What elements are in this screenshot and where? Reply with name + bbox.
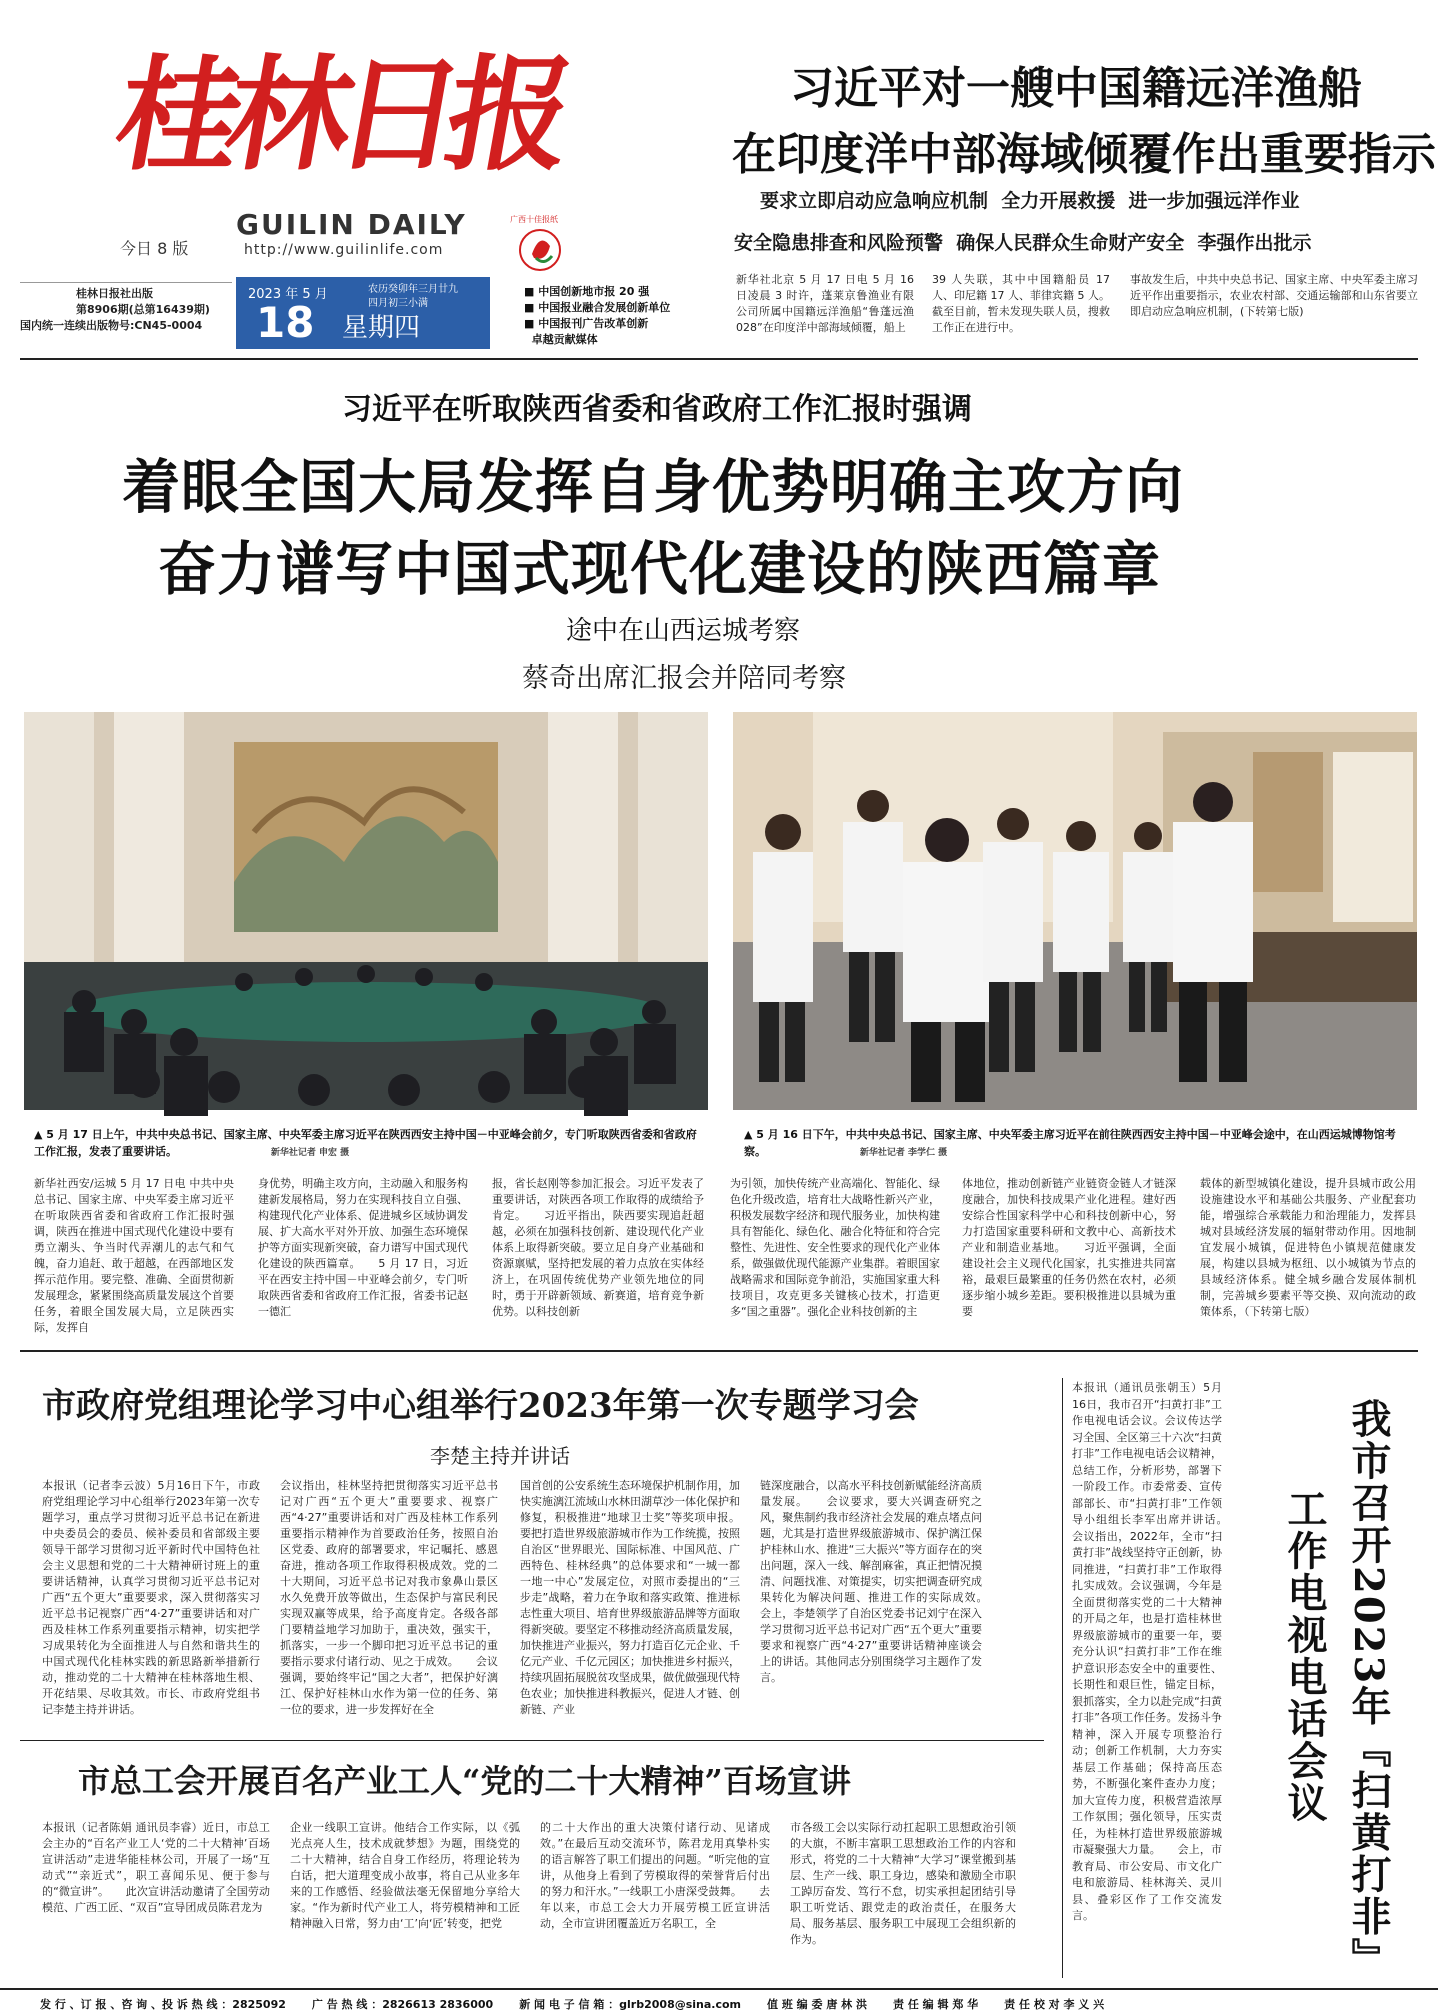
photo-credit: 新华社记者 李学仁 摄 xyxy=(859,1148,948,1158)
photo-meeting-image xyxy=(24,712,708,1110)
story3-col-3: 的二十大作出的重大决策付诸行动、见诸成效。”在最后互动交流环节，陈君龙用真挚朴实的语言解答了职工们提出的问题。“听完他的宣讲，从他身上看到了劳模取得的荣誉背后付出的努力和汗水。”一线职工小唐深受鼓舞。 去年以来，市总工会大力开展劳模工匠宣讲活动，全市宣讲团覆盖近万名职工，全 xyxy=(540,1821,770,1930)
story2-col-1: 本报讯（记者李云波）5月16日下午，市政府党组理论学习中心组举行2023年第一次专题学习，重点学习贯彻习近平总书记在新进中央委员会的委员、候补委员和省部级主要领导干部学习贯彻习近平新时代中国特色社会主义思想和党的二十大精神研讨班上的重要讲话精神，认真学习贯彻习近平总书记对广西“五个更大”重要要求，深入贯彻落实习近平总书记视察广西“4·27”重要讲话和对广西及桂林工作系列重要指示精神，切实把学习成果转化为全面推进人与自然和谐共生的中国式现代化桂林实践的新思路新举措新行动，推动党的二十大精神在桂林落地生根、开花结果、尽收其效。市长、市政府党组书记李楚主持并讲话。 xyxy=(42,1479,260,1716)
top-story-col-1: 新华社北京 5 月 17 日电 5 月 16 日凌晨 3 时许，蓬莱京鲁渔业有限公司所属中国籍远洋渔船“鲁蓬远渔 028”在印度洋中部海域倾覆，船上 xyxy=(736,273,914,334)
footer-ad: 广 告 热 线 ：2826613 2836000 xyxy=(311,1998,494,2011)
top-story-sub-2: 安全隐患排查和风险预警 确保人民群众生命财产安全 李强作出批示 xyxy=(734,232,1312,254)
divider xyxy=(20,282,232,283)
footer-editor-3: 责 任 校 对 李 义 兴 xyxy=(1004,1998,1105,2011)
story2-col-4: 链深度融合，以高水平科技创新赋能经济高质量发展。 会议要求，要大兴调查研究之风，聚焦制约我市经济社会发展的难点堵点问题，尤其是打造世界级旅游城市、保护漓江保护桂林山水、推进“三大振兴”等方面存在的突出问题，深入一线、解剖麻雀，真正把情况摸清、问题找准、对策提实，切实把调查研究成果转化为解决问题、推进工作的实际成效。 会上，李楚领学了自治区党委书记刘宁在深入学习贯彻习近平总书记对广西“五个更大”重要要求和视察广西“4·27”重要讲话精神座谈会上的讲话。其他同志分别围绕学习主题作了发言。 xyxy=(760,1479,1004,1684)
story4-title-2: 工作电视电话会议 xyxy=(1281,1488,1328,1824)
honor-item: 卓越贡献媒体 xyxy=(524,333,598,346)
honor-item: ■ 中国创新地市报 20 强 xyxy=(524,285,650,298)
date-day: 18 xyxy=(256,298,315,347)
masthead-english-name: GUILIN DAILY xyxy=(236,208,467,241)
lead-title-2: 奋力谱写中国式现代化建设的陕西篇章 xyxy=(158,535,1162,603)
date-box xyxy=(236,277,490,349)
top-story-col-2: 39 人失联，其中中国籍船员 17 人、印尼籍 17 人、菲律宾籍 5 人。截至目前，暂未发现失联人员，搜救工作正在进行中。 xyxy=(932,273,1110,334)
edition-count: 今日 8 版 xyxy=(120,239,189,258)
publication-info xyxy=(20,286,210,334)
lead-kicker: 习近平在听取陕西省委和省政府工作汇报时强调 xyxy=(342,392,972,427)
lead-title-1: 着眼全国大局发挥自身优势明确主攻方向 xyxy=(122,453,1185,521)
story3-col-2: 企业一线职工宣讲。他结合工作实际，以《弧光点亮人生，技术成就梦想》为题，围绕党的二十大精神，结合自身工作经历，将理论转为白话，把大道理变成小故事，将自己从业多年来的工作感悟、经验做法毫无保留地分享给大家。“作为新时代产业工人，将劳模精神和工匠精神融入日常，努力由‘工’向‘匠’转变，把党 xyxy=(290,1821,520,1930)
masthead-logo: 桂林日报 xyxy=(105,43,571,188)
story4-text: 本报讯（通讯员张朝玉）5月16日，我市召开“扫黄打非”工作电视电话会议。会议传达学习全国、全区第三十六次“扫黄打非”工作电视电话会议精神，总结工作，分析形势，部署下一阶段工作。市委常委、宣传部部长、市“扫黄打非”工作领导小组组长李军出席并讲话。 会议指出，2022年，全市“扫黄打非”战线坚持守正创新，协同推进，“扫黄打非”工作取得扎实成效。会议强调，今年是全面贯彻落实党的二十大精神的开局之年，也是打造桂林世界级旅游城市的重要一年，要充分认识“扫黄打非”工作在维护意识形态安全中的重要性、长期性和艰巨性，锚定目标，狠抓落实，全力以赴完成“扫黄打非”各项工作任务。发扬斗争精神，深入开展专项整治行动；创新工作机制，大力夯实基层工作基础；保持高压态势，不断强化案件查办力度；加大宣传力度，积极营造浓厚工作氛围；强化领导，压实责任，为桂林打造世界级旅游城市凝聚强大力量。 会上，市教育局、市公安局、市文化广电和旅游局、桂林海关、灵川县、叠彩区作了工作交流发言。 xyxy=(1072,1381,1244,1922)
footer-editor-1: 值 班 编 委 唐 林 洪 xyxy=(767,1998,867,2011)
lunar-line-1: 农历癸卯年三月廿九 xyxy=(368,284,458,295)
story3-title: 市总工会开展百名产业工人“党的二十大精神”百场宣讲 xyxy=(78,1762,851,1800)
divider xyxy=(20,358,1418,360)
story4-title-1: 我市召开2023年『扫黄打非』 xyxy=(1345,1398,1392,1980)
lead-deck-2: 蔡奇出席汇报会并陪同考察 xyxy=(522,663,846,694)
lead-col-4: 为引领，加快传统产业高端化、智能化、绿色化升级改造，培育壮大战略性新兴产业，积极发展数字经济和现代服务业，加快构建具有智能化、绿色化、融合化特征和符合完整性、先进性、安全性要求的现代化产业体系，做强做优现代能源产业集群。着眼国家战略需求和国际竞争前沿，实施国家重大科技项目，攻克更多关键核心技术，打造更多“国之重器”。强化企业科技创新的主 xyxy=(730,1177,940,1318)
lead-caption-left xyxy=(34,1126,704,1162)
serial-number: 国内统一连续出版物号:CN45-0004 xyxy=(20,319,203,332)
story2-title: 市政府党组理论学习中心组举行2023年第一次专题学习会 xyxy=(42,1386,919,1426)
lunar-date xyxy=(368,283,458,311)
story3-col-1: 本报讯（记者陈娟 通讯员李睿）近日，市总工会主办的“百名产业工人‘党的二十大精神’百场宣讲活动”走进华能桂林公司，开展了一场“互动式”“亲近式”，职工喜闻乐见、便于参与的“微宣讲”。 此次宣讲活动邀请了全国劳动模范、广西工匠、“双百”宣导团成员陈君龙为 xyxy=(42,1821,270,1914)
masthead-url[interactable]: http://www.guilinlife.com xyxy=(244,242,444,258)
photo-credit: 新华社记者 申宏 摄 xyxy=(270,1148,350,1158)
lunar-line-2: 四月初三小满 xyxy=(368,298,428,309)
date-year-month: 2023 年 5 月 xyxy=(248,287,328,302)
honors-list xyxy=(524,284,670,348)
emblem-label: 广西十佳报纸 xyxy=(510,215,558,224)
caption-text: ▲ 5 月 16 日下午，中共中央总书记、国家主席、中央军委主席习近平在前往陕西西安主持中国－中亚峰会途中，在山西运城博物馆考察。 xyxy=(744,1128,1396,1158)
photo-meeting xyxy=(24,712,708,1110)
lead-caption-right xyxy=(744,1126,1416,1162)
photo-museum-image xyxy=(733,712,1417,1110)
footer-phone: 发 行 、订 报 、咨 询 、投 诉 热 线 ：2825092 xyxy=(40,1998,286,2011)
story2-col-2: 会议指出，桂林坚持把贯彻落实习近平总书记对广西“五个更大”重要要求、视察广西“4·27”重要讲话和对广西及桂林工作系列重要指示精神作为首要政治任务，按照自治区党委、政府的部署要求，牢记嘱托、感恩奋进，推动各项工作取得积极成效。党的二十大期间，习近平总书记对我市象鼻山景区水久免费开放等做出，生态保护与富民利民实现双赢等成果，给予高度肯定。各级各部门要精益地学习加助于，重决效，强实干，抓落实，一步一个脚印把习近平总书记的重要指示要求付诸行动、见之于成效。 会议强调，要始终牢记“国之大者”，把保护好漓江、保护好桂林山水作为第一位的任务、第一位的要求，进一步发挥好在全 xyxy=(280,1479,498,1716)
lead-deck-1: 途中在山西运城考察 xyxy=(566,616,801,646)
top-story-title-1: 习近平对一艘中国籍远洋渔船 xyxy=(790,63,1362,114)
footer-editor-2: 责 任 编 辑 郑 华 xyxy=(893,1998,979,2011)
issue-number: 第8906期(总第16439期) xyxy=(76,303,210,316)
weekday: 星期四 xyxy=(342,313,421,343)
honor-item: ■ 中国报业融合发展创新单位 xyxy=(524,301,671,314)
footer-email[interactable]: 新 闻 电 子 信 箱 ：glrb2008@sina.com xyxy=(519,1998,742,2011)
lead-col-3: 报，省长赵刚等参加汇报会。习近平发表了重要讲话，对陕西各项工作取得的成绩给予肯定。 习近平指出，陕西要实现追赶超越，必须在加强科技创新、建设现代化产业体系上取得新突破。要立足自身产业基础和资源禀赋，坚持把发展的着力点放在实体经济上，在巩固传统优势产业领先地位的同时，勇于开辟新领域、新赛道，培育竞争新优势。以科技创新 xyxy=(492,1177,704,1318)
lead-col-6: 载体的新型城镇化建设，提升县城市政公用设施建设水平和基础公共服务、产业配套功能，增强综合承载能力和治理能力，发挥县城对县域经济发展的辐射带动作用。因地制宜发展小城镇，促进特色小镇规范健康发展，构建以县城为枢纽、以小城镇为节点的县域经济体系。健全城乡融合发展体制机制，完善城乡要素平等交换、双向流动的政策体系，（下转第七版） xyxy=(1200,1177,1416,1318)
top-story-title-2: 在印度洋中部海域倾覆作出重要指示 xyxy=(732,129,1436,180)
footer-bar xyxy=(0,1988,1438,2015)
story2-subtitle: 李楚主持并讲话 xyxy=(430,1444,570,1468)
divider xyxy=(20,1740,1044,1741)
lead-col-1: 新华社西安/运城 5 月 17 日电 中共中央总书记、国家主席、中央军委主席习近平在听取陕西省委和省政府工作汇报时强调，陕西在推进中国式现代化建设中要有勇立潮头、争当时代弄潮儿的志气和气魄，奋力追赶、敢于超越，在西部地区发挥示范作用。要完整、准确、全面贯彻新发展理念，紧紧围绕高质量发展这个首要任务，着眼全国发展大局，立足陕西实际，发挥自 xyxy=(34,1177,234,1334)
publisher: 桂林日报社出版 xyxy=(76,287,153,300)
lead-col-5: 体地位，推动创新链产业链资金链人才链深度融合，加快科技成果产业化进程。建好西安综合性国家科学中心和科技创新中心，努力打造国家重要科研和文教中心、高新技术产业和制造业基地。 习近平强调，全面建设社会主义现代化国家，扎实推进共同富裕，最艰巨最繁重的任务仍然在农村，必须逐步缩小城乡差距。要积极推进以县城为重要 xyxy=(962,1177,1176,1318)
top-story-sub-1: 要求立即启动应急响应机制 全力开展救援 进一步加强远洋作业 xyxy=(760,190,1300,212)
divider xyxy=(1062,1378,1063,1978)
top-story-col-3: 事故发生后，中共中央总书记、国家主席、中央军委主席习近平作出重要指示，农业农村部、交通运输部和山东省要立即启动应急响应机制，(下转第七版) xyxy=(1130,273,1418,318)
photo-museum xyxy=(733,712,1417,1110)
lead-col-2: 身优势，明确主攻方向，主动融入和服务构建新发展格局，努力在实现科技自立自强、构建现代化产业体系、促进城乡区域协调发展、扩大高水平对外开放、加强生态环境保护等方面实现新突破，奋力谱写中国式现代化建设的陕西篇章。 5 月 17 日，习近平在西安主持中国－中亚峰会前夕，专门听取陕西省委和省政府工作汇报，省委书记赵一德汇 xyxy=(258,1177,468,1318)
story3-col-4: 市各级工会以实际行动扛起职工思想政治引领的大旗，不断丰富职工思想政治工作的内容和形式，将党的二十大精神“大学习”课堂搬到基层、生产一线、职工身边，感染和激励全市职工踔厉奋发、笃行不怠，切实承担起团结引导职工听党话、跟党走的政治责任，在服务大局、服务基层、服务职工中展现工会组织新的作为。 xyxy=(790,1821,1016,1946)
caption-text: ▲ 5 月 17 日上午，中共中央总书记、国家主席、中央军委主席习近平在陕西西安主持中国－中亚峰会前夕，专门听取陕西省委和省政府工作汇报，发表了重要讲话。 xyxy=(34,1128,697,1158)
honor-item: ■ 中国报刊广告改革创新 xyxy=(524,317,649,330)
divider xyxy=(20,1350,1418,1352)
emblem-icon xyxy=(506,212,574,276)
story2-col-3: 国首创的公安系统生态环境保护机制作用，加快实施漓江流域山水林田湖草沙一体化保护和修复，积极推进“地球卫士奖”等奖项申报。要把打造世界级旅游城市作为工作统揽，按照自治区“世界眼光、国际标准、中国风范、广西特色、桂林经典”的总体要求和“一城一都一地一中心”发展定位，对照市委提出的“三步走”战略，着力在争取和落实政策、推进标志性重大项目、培育世界级旅游品牌等方面取得新突破。要坚定不移推动经济高质量发展，加快推进产业振兴，努力打造百亿元企业、千亿元产业、千亿元园区；加快推进乡村振兴，持续巩固拓展脱贫攻坚成果，做优做强现代特色农业；加快推进科教振兴，促进人才链、创新链、产业 xyxy=(520,1479,740,1716)
